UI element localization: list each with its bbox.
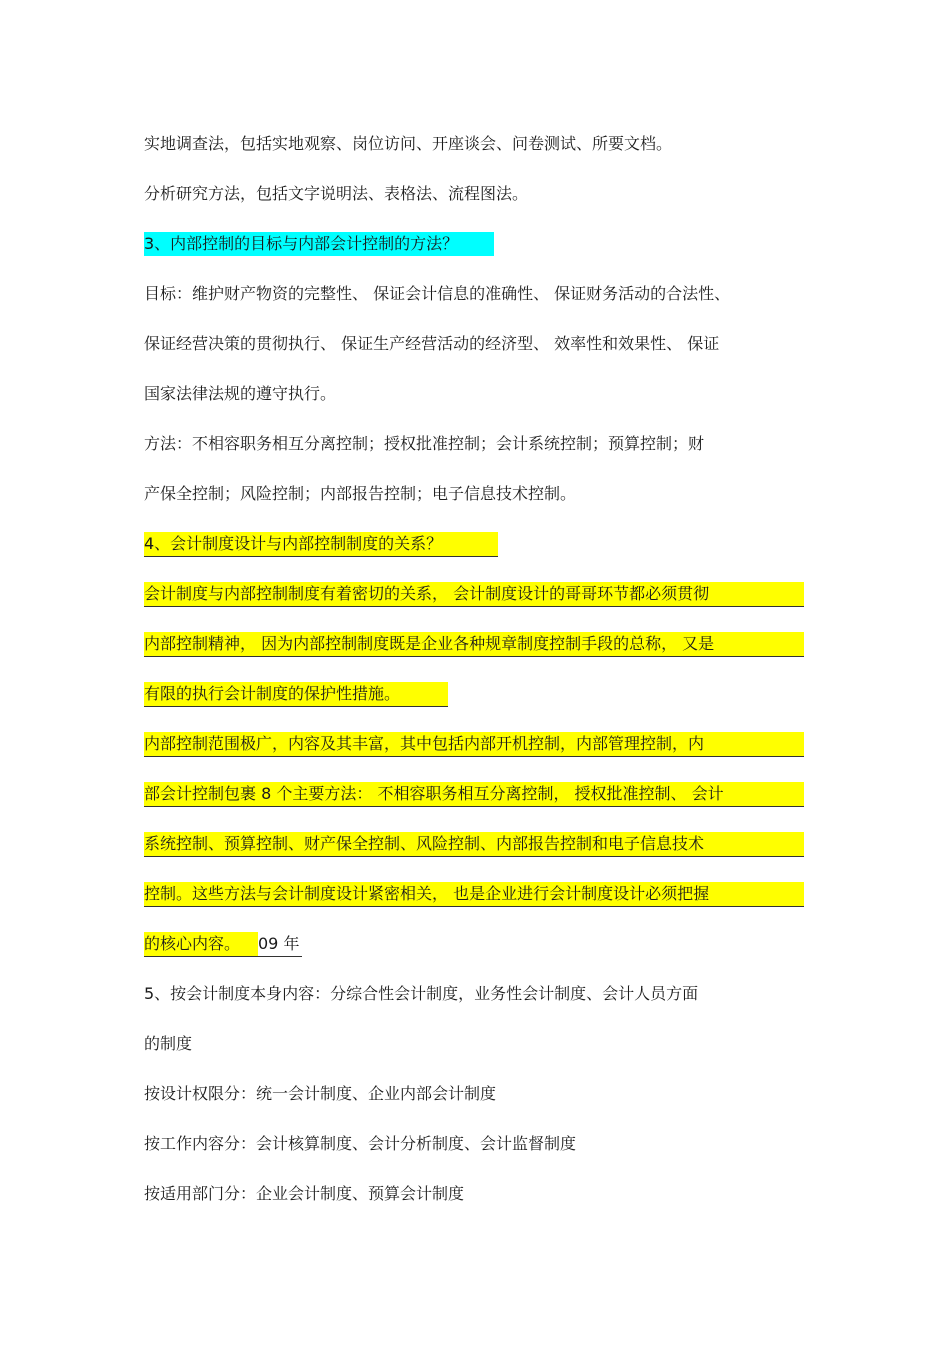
text-line-goal-2: 保证经营决策的贯彻执行、 保证生产经营活动的经济型、 效率性和效果性、 保证 — [144, 334, 720, 353]
text-line-1: 实地调查法，包括实地观察、岗位访问、开座谈会、问卷测试、所要文档。 — [144, 134, 673, 153]
text-line-goal-1: 目标：维护财产物资的完整性、 保证会计信息的准确性、 保证财务活动的合法性、 — [144, 284, 731, 303]
year-note: 09 年 — [258, 932, 302, 957]
text-line-q5-2: 的制度 — [144, 1034, 193, 1053]
text-line-q5-1: 5、按会计制度本身内容：分综合性会计制度，业务性会计制度、会计人员方面 — [144, 984, 699, 1003]
highlighted-line-6: 系统控制、预算控制、财产保全控制、风险控制、内部报告控制和电子信息技术 — [144, 832, 804, 857]
text-line-2: 分析研究方法，包括文字说明法、表格法、流程图法。 — [144, 184, 529, 203]
text-line-method-2: 产保全控制；风险控制；内部报告控制；电子信息技术控制。 — [144, 484, 577, 503]
text-line-q5-5: 按适用部门分：企业会计制度、预算会计制度 — [144, 1184, 465, 1203]
heading-question-4: 4、会计制度设计与内部控制制度的关系？ — [144, 532, 498, 557]
highlighted-line-1: 会计制度与内部控制制度有着密切的关系， 会计制度设计的哥哥环节都必须贯彻 — [144, 582, 804, 607]
highlighted-line-7: 控制。这些方法与会计制度设计紧密相关， 也是企业进行会计制度设计必须把握 — [144, 882, 804, 907]
text-line-goal-3: 国家法律法规的遵守执行。 — [144, 384, 337, 403]
text-line-q5-4: 按工作内容分：会计核算制度、会计分析制度、会计监督制度 — [144, 1134, 577, 1153]
highlighted-line-3: 有限的执行会计制度的保护性措施。 — [144, 682, 448, 707]
heading-question-3: 3、内部控制的目标与内部会计控制的方法？ — [144, 232, 494, 256]
highlighted-line-4: 内部控制范围极广，内容及其丰富，其中包括内部开机控制，内部管理控制，内 — [144, 732, 804, 757]
text-line-method-1: 方法：不相容职务相互分离控制；授权批准控制；会计系统控制；预算控制；财 — [144, 434, 705, 453]
highlighted-line-5: 部会计控制包裹 8 个主要方法： 不相容职务相互分离控制， 授权批准控制、 会计 — [144, 782, 804, 807]
highlighted-line-8: 的核心内容。 — [144, 932, 258, 957]
text-line-q5-3: 按设计权限分：统一会计制度、企业内部会计制度 — [144, 1084, 497, 1103]
highlighted-line-2: 内部控制精神， 因为内部控制制度既是企业各种规章制度控制手段的总称， 又是 — [144, 632, 804, 657]
